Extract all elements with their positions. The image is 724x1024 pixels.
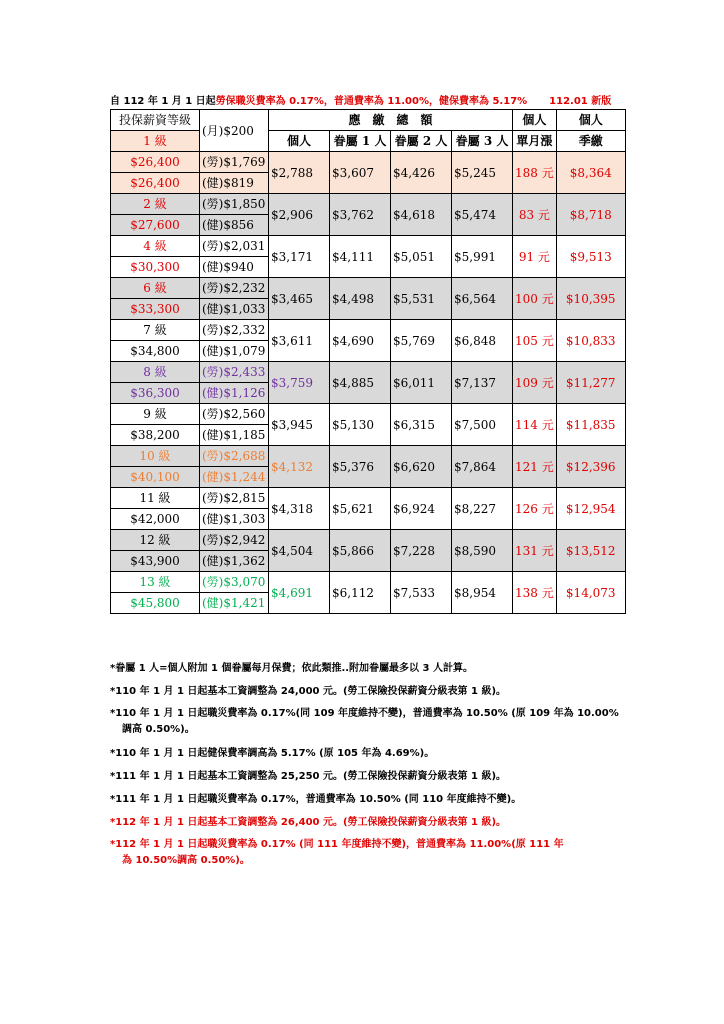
total-dep2: $7,228	[391, 530, 452, 572]
labor-premium: (勞)$3,070	[200, 572, 269, 593]
note-item: *111 年 1 月 1 日起職災費率為 0.17%，普通費率為 10.50% (同 110 年度維持不變)。	[110, 794, 522, 805]
total-dep2: $5,051	[391, 236, 452, 278]
total-dep2: $6,315	[391, 404, 452, 446]
labor-premium: (勞)$2,433	[200, 362, 269, 383]
col-total-header: 應 繳 總 額	[269, 110, 513, 131]
total-dep3: $7,137	[452, 362, 513, 404]
grade-salary: $40,100	[111, 467, 200, 488]
header-prefix: 自 112 年 1 月 1 日起	[110, 96, 216, 107]
table-row	[111, 152, 626, 173]
header-rates: 勞保職災費率為 0.17%，普通費率為 11.00%，健保費率為 5.17%	[215, 96, 528, 107]
sub-header-dep3: 眷屬 3 人	[452, 131, 513, 152]
table-row	[111, 446, 626, 467]
grade-salary: $26,400	[111, 173, 200, 194]
note-item: *110 年 1 月 1 日起健保費率調高為 5.17% (原 105 年為 4.69%)。	[110, 748, 435, 759]
grade-level: 12 級	[111, 530, 200, 551]
table-row	[111, 404, 626, 425]
notes	[110, 657, 640, 869]
grade-level: 13 級	[111, 572, 200, 593]
total-self: $3,945	[269, 404, 330, 446]
monthly-increase: 188 元	[513, 152, 557, 194]
table-subheader-row	[111, 131, 626, 152]
page-header	[110, 92, 630, 107]
note-item: *112 年 1 月 1 日起基本工資調整為 26,400 元。(勞工保險投保薪資分級表第 1 級)。	[110, 817, 507, 828]
grade-salary: $33,300	[111, 299, 200, 320]
monthly-increase: 100 元	[513, 278, 557, 320]
monthly-increase: 105 元	[513, 320, 557, 362]
total-dep2: $7,533	[391, 572, 452, 614]
total-dep1: $5,130	[330, 404, 391, 446]
total-dep3: $8,954	[452, 572, 513, 614]
health-premium: (健)$1,033	[200, 299, 269, 320]
grade-level: 6 級	[111, 278, 200, 299]
grade-salary: $27,600	[111, 215, 200, 236]
total-dep2: $6,924	[391, 488, 452, 530]
total-self: $3,465	[269, 278, 330, 320]
monthly-increase: 91 元	[513, 236, 557, 278]
note-item: *112 年 1 月 1 日起職災費率為 0.17% (同 111 年度維持不變)，普通費率為 11.00%(原 111 年	[110, 839, 564, 850]
table-row	[111, 572, 626, 593]
monthly-increase: 138 元	[513, 572, 557, 614]
col-quarter-header-2: 季繳	[556, 131, 625, 152]
total-dep2: $6,011	[391, 362, 452, 404]
grade-salary: $38,200	[111, 425, 200, 446]
total-dep2: $4,618	[391, 194, 452, 236]
health-premium: (健)$856	[200, 215, 269, 236]
labor-premium: (勞)$2,815	[200, 488, 269, 509]
grade-level: 11 級	[111, 488, 200, 509]
grade-salary: $42,000	[111, 509, 200, 530]
grade-salary: $34,800	[111, 341, 200, 362]
table-header-row	[111, 110, 626, 131]
quarterly-payment: $9,513	[556, 236, 625, 278]
total-self: $4,691	[269, 572, 330, 614]
quarterly-payment: $12,396	[556, 446, 625, 488]
quarterly-payment: $10,395	[556, 278, 625, 320]
health-premium: (健)$819	[200, 173, 269, 194]
total-self: $3,611	[269, 320, 330, 362]
table-row	[111, 488, 626, 509]
labor-premium: (勞)$2,560	[200, 404, 269, 425]
total-dep2: $4,426	[391, 152, 452, 194]
monthly-increase: 131 元	[513, 530, 557, 572]
col-single-header: 個人	[513, 110, 557, 131]
table-row	[111, 320, 626, 341]
quarterly-payment: $14,073	[556, 572, 625, 614]
quarterly-payment: $8,364	[556, 152, 625, 194]
table-row	[111, 194, 626, 215]
labor-premium: (勞)$2,232	[200, 278, 269, 299]
total-dep2: $6,620	[391, 446, 452, 488]
health-premium: (健)$1,079	[200, 341, 269, 362]
grade-level: 9 級	[111, 404, 200, 425]
col-quarter-header: 個人	[556, 110, 625, 131]
labor-premium: (勞)$2,942	[200, 530, 269, 551]
health-premium: (健)$1,126	[200, 383, 269, 404]
total-dep3: $5,991	[452, 236, 513, 278]
note-item: 調高 0.50%)。	[122, 724, 195, 735]
total-dep3: $6,848	[452, 320, 513, 362]
total-self: $4,132	[269, 446, 330, 488]
total-dep3: $8,590	[452, 530, 513, 572]
grade-level: 2 級	[111, 194, 200, 215]
row-1-level: 1 級	[111, 131, 200, 152]
total-dep1: $4,690	[330, 320, 391, 362]
monthly-increase: 114 元	[513, 404, 557, 446]
sub-header-dep1: 眷屬 1 人	[330, 131, 391, 152]
total-dep1: $4,111	[330, 236, 391, 278]
labor-premium: (勞)$2,688	[200, 446, 269, 467]
health-premium: (健)$1,244	[200, 467, 269, 488]
labor-premium: (勞)$1,769	[200, 152, 269, 173]
total-dep3: $8,227	[452, 488, 513, 530]
col-grade-header: 投保薪資等級	[111, 110, 200, 131]
quarterly-payment: $13,512	[556, 530, 625, 572]
quarterly-payment: $12,954	[556, 488, 625, 530]
quarterly-payment: $10,833	[556, 320, 625, 362]
total-dep3: $5,245	[452, 152, 513, 194]
total-dep3: $6,564	[452, 278, 513, 320]
labor-premium: (勞)$2,332	[200, 320, 269, 341]
total-self: $4,504	[269, 530, 330, 572]
labor-premium: (勞)$2,031	[200, 236, 269, 257]
total-self: $4,318	[269, 488, 330, 530]
note-item: *110 年 1 月 1 日起基本工資調整為 24,000 元。(勞工保險投保薪資分級表第 1 級)。	[110, 686, 507, 697]
total-self: $3,171	[269, 236, 330, 278]
total-dep2: $5,769	[391, 320, 452, 362]
note-item: *111 年 1 月 1 日起基本工資調整為 25,250 元。(勞工保險投保薪資分級表第 1 級)。	[110, 771, 507, 782]
col-single-header-2: 單月漲	[513, 131, 557, 152]
monthly-increase: 126 元	[513, 488, 557, 530]
header-version: 112.01 新版	[549, 96, 612, 107]
col-month-header: (月)$200	[200, 110, 269, 152]
total-dep3: $5,474	[452, 194, 513, 236]
health-premium: (健)$940	[200, 257, 269, 278]
grade-salary: $43,900	[111, 551, 200, 572]
health-premium: (健)$1,303	[200, 509, 269, 530]
total-dep1: $5,376	[330, 446, 391, 488]
total-dep2: $5,531	[391, 278, 452, 320]
grade-salary: $36,300	[111, 383, 200, 404]
health-premium: (健)$1,185	[200, 425, 269, 446]
total-dep1: $5,621	[330, 488, 391, 530]
table-row	[111, 278, 626, 299]
premium-table	[110, 109, 626, 614]
total-dep1: $4,498	[330, 278, 391, 320]
quarterly-payment: $8,718	[556, 194, 625, 236]
monthly-increase: 121 元	[513, 446, 557, 488]
monthly-increase: 83 元	[513, 194, 557, 236]
sub-header-dep2: 眷屬 2 人	[391, 131, 452, 152]
total-dep1: $3,607	[330, 152, 391, 194]
total-dep3: $7,500	[452, 404, 513, 446]
grade-level: 7 級	[111, 320, 200, 341]
note-item: *110 年 1 月 1 日起職災費率為 0.17%(同 109 年度維持不變)，普通費率為 10.50% (原 109 年為 10.00%	[110, 708, 619, 719]
grade-salary: $26,400	[111, 152, 200, 173]
table-row	[111, 530, 626, 551]
total-self: $2,788	[269, 152, 330, 194]
total-dep1: $6,112	[330, 572, 391, 614]
quarterly-payment: $11,835	[556, 404, 625, 446]
monthly-increase: 109 元	[513, 362, 557, 404]
table-row	[111, 236, 626, 257]
total-self: $2,906	[269, 194, 330, 236]
grade-salary: $30,300	[111, 257, 200, 278]
note-item: 為 10.50%調高 0.50%)。	[122, 855, 250, 866]
grade-level: 4 級	[111, 236, 200, 257]
labor-premium: (勞)$1,850	[200, 194, 269, 215]
total-dep1: $5,866	[330, 530, 391, 572]
grade-level: 10 級	[111, 446, 200, 467]
total-self: $3,759	[269, 362, 330, 404]
table-row	[111, 362, 626, 383]
grade-level: 8 級	[111, 362, 200, 383]
quarterly-payment: $11,277	[556, 362, 625, 404]
health-premium: (健)$1,421	[200, 593, 269, 614]
total-dep3: $7,864	[452, 446, 513, 488]
sub-header-self: 個人	[269, 131, 330, 152]
health-premium: (健)$1,362	[200, 551, 269, 572]
total-dep1: $3,762	[330, 194, 391, 236]
note-item: *眷屬 1 人=個人附加 1 個眷屬每月保費；依此類推..附加眷屬最多以 3 人計算。	[110, 663, 473, 674]
total-dep1: $4,885	[330, 362, 391, 404]
grade-salary: $45,800	[111, 593, 200, 614]
